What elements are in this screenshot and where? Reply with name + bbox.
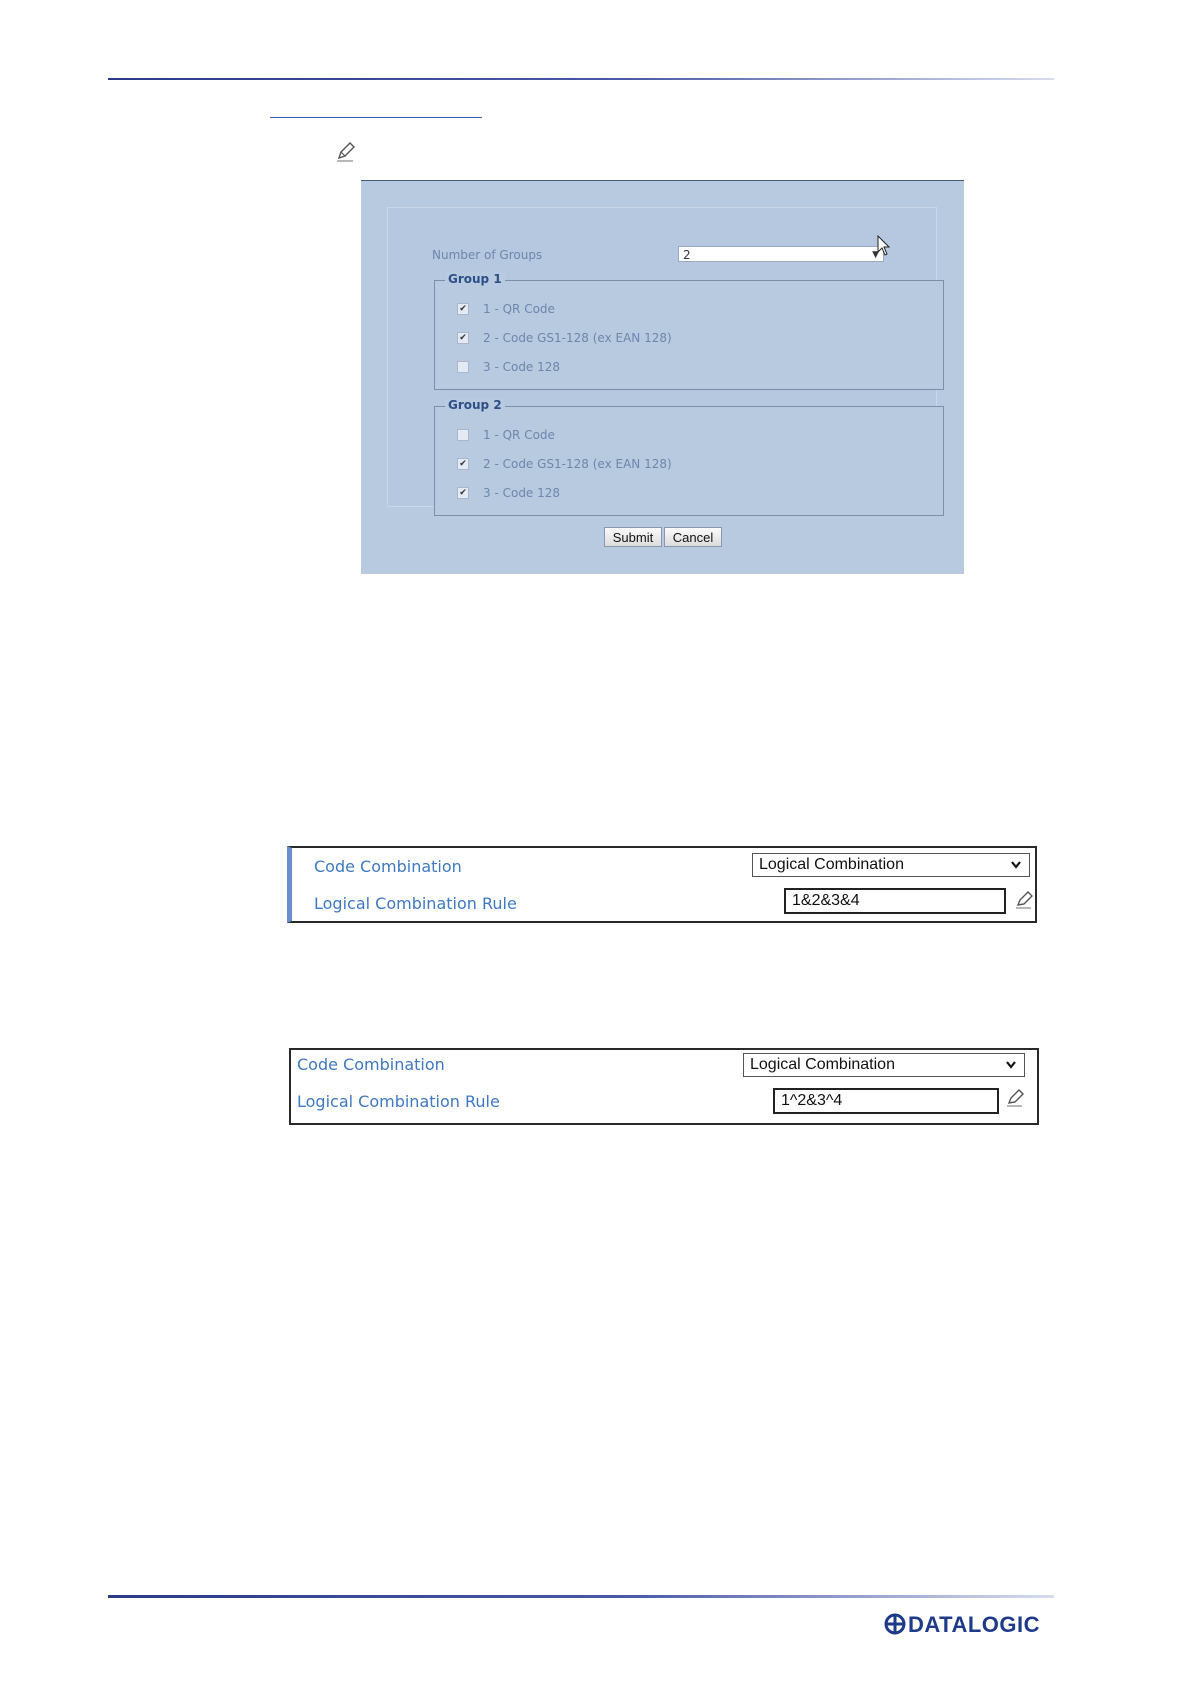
- submit-button[interactable]: Submit: [604, 527, 662, 547]
- settings-example-2: [289, 1048, 1039, 1125]
- group-2-option-1[interactable]: [457, 427, 555, 443]
- logical-combination-rule-input[interactable]: 1&2&3&4: [784, 888, 1006, 914]
- number-of-groups-value: 2: [683, 248, 691, 262]
- number-of-groups-label: Number of Groups: [432, 248, 543, 262]
- panel-inner-frame: [387, 207, 937, 507]
- group-settings-panel: [361, 180, 964, 574]
- logical-combination-rule-label: Logical Combination Rule: [297, 1092, 500, 1111]
- logical-combination-rule-label: Logical Combination Rule: [314, 894, 517, 913]
- pencil-icon[interactable]: [1005, 1088, 1025, 1108]
- section-link-underline: [270, 117, 482, 118]
- code-combination-value: Logical Combination: [750, 1056, 895, 1073]
- settings-example-1: [287, 846, 1037, 923]
- checkbox[interactable]: [457, 429, 469, 441]
- dropdown-arrow-icon: ▼: [872, 250, 879, 260]
- pencil-icon[interactable]: [1014, 890, 1034, 910]
- option-label: 1 - QR Code: [483, 428, 555, 442]
- footer-rule: [108, 1595, 1054, 1598]
- option-label: 3 - Code 128: [483, 360, 561, 374]
- cancel-button[interactable]: Cancel: [664, 527, 722, 547]
- group-1-option-1[interactable]: [457, 301, 555, 317]
- logical-combination-rule-input[interactable]: 1^2&3^4: [773, 1088, 999, 1114]
- datalogic-logo: [884, 1610, 1056, 1638]
- code-combination-label: Code Combination: [314, 857, 462, 876]
- checkbox[interactable]: ✔: [457, 487, 469, 499]
- mouse-cursor-icon: [877, 235, 891, 257]
- group-2-legend: Group 2: [445, 398, 505, 412]
- code-combination-select[interactable]: [752, 853, 1030, 877]
- header-rule: [108, 78, 1054, 80]
- code-combination-label: Code Combination: [297, 1055, 445, 1074]
- option-label: 2 - Code GS1-128 (ex EAN 128): [483, 331, 672, 345]
- group-2-option-3[interactable]: [457, 485, 560, 501]
- code-combination-select[interactable]: [743, 1053, 1025, 1077]
- group-1-legend: Group 1: [445, 272, 505, 286]
- svg-text:DATALOGIC: DATALOGIC: [908, 1612, 1040, 1637]
- checkbox[interactable]: [457, 361, 469, 373]
- checkbox[interactable]: ✔: [457, 458, 469, 470]
- option-label: 3 - Code 128: [483, 486, 561, 500]
- group-1-option-3[interactable]: [457, 359, 560, 375]
- group-1-fieldset: [434, 272, 944, 390]
- option-label: 1 - QR Code: [483, 302, 555, 316]
- pencil-icon: [334, 141, 356, 163]
- group-1-option-2[interactable]: [457, 330, 672, 346]
- checkbox[interactable]: ✔: [457, 303, 469, 315]
- group-2-option-2[interactable]: [457, 456, 672, 472]
- checkbox[interactable]: ✔: [457, 332, 469, 344]
- chevron-down-icon: [1004, 1054, 1018, 1076]
- code-combination-value: Logical Combination: [759, 856, 904, 873]
- number-of-groups-select[interactable]: [678, 246, 884, 262]
- chevron-down-icon: [1009, 854, 1023, 876]
- option-label: 2 - Code GS1-128 (ex EAN 128): [483, 457, 672, 471]
- group-2-fieldset: [434, 398, 944, 516]
